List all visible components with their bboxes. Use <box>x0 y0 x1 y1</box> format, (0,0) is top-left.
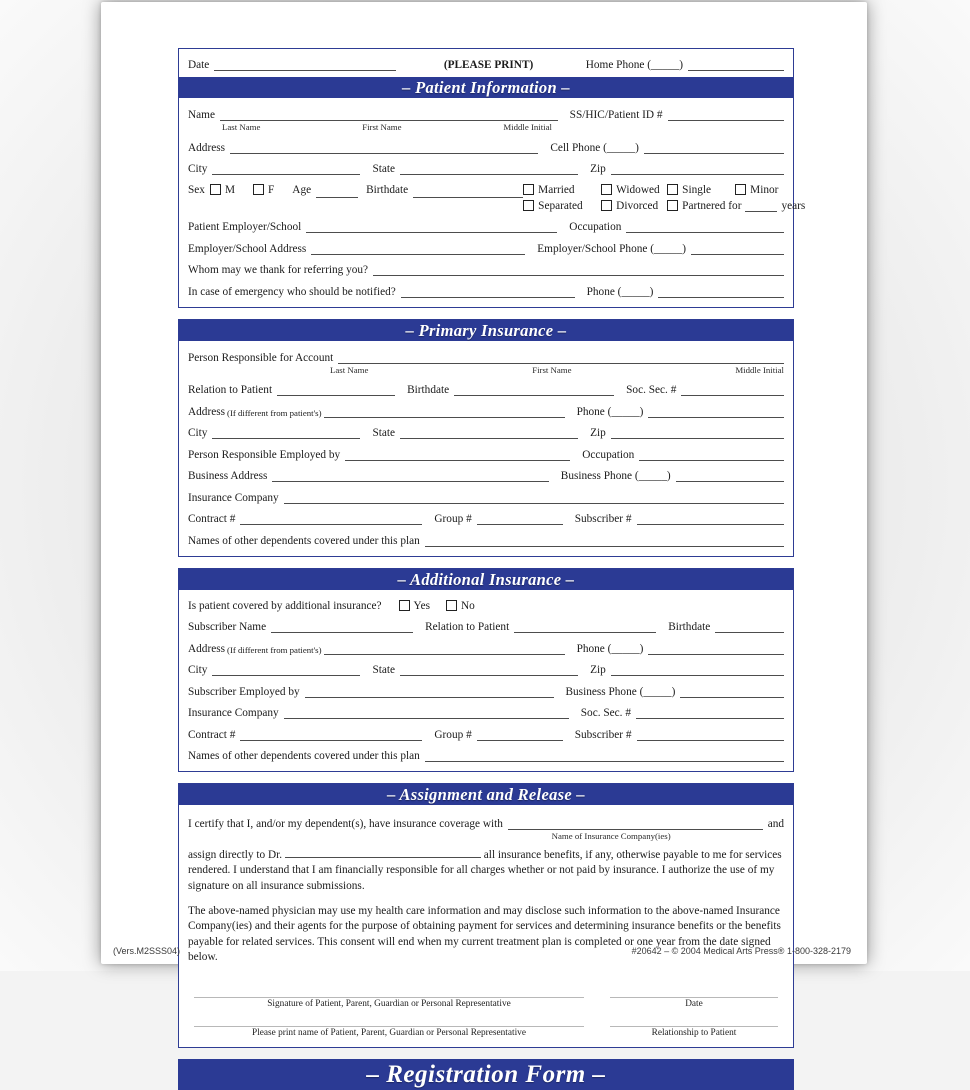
address-input-line[interactable] <box>324 642 565 655</box>
subscriber-label: Subscriber # <box>574 728 632 741</box>
dependents-label: Names of other dependents covered under this plan <box>188 534 420 547</box>
date-input-line[interactable] <box>214 58 396 71</box>
print-name-input-line[interactable] <box>194 1011 584 1027</box>
employer-phone-label: Employer/School Phone (_____) <box>537 242 686 255</box>
patient-employer-label: Patient Employer/School <box>188 221 302 233</box>
age-input-line[interactable] <box>316 185 358 198</box>
employer-address-label: Employer/School Address <box>188 242 307 255</box>
contract-row <box>188 512 784 525</box>
certify-row <box>188 817 784 830</box>
emergency-phone-input-line[interactable] <box>658 285 784 298</box>
sex-m-checkbox[interactable] <box>210 184 221 195</box>
name-label: Name <box>188 109 215 121</box>
single-checkbox[interactable] <box>667 184 678 195</box>
divorced-checkbox[interactable] <box>601 200 612 211</box>
contract-input-line[interactable] <box>240 728 422 741</box>
assignment-release-section <box>178 783 794 1048</box>
company-sublabel-row <box>486 831 736 841</box>
address-input-line[interactable] <box>230 141 538 154</box>
address-label: Address <box>188 141 226 154</box>
employed-by-row <box>188 448 784 461</box>
patient-name-row <box>188 108 784 121</box>
additional-contract-row <box>188 728 784 741</box>
city-label: City <box>188 427 208 439</box>
patient-employer-input-line[interactable] <box>306 220 557 233</box>
name-input-line[interactable] <box>220 108 558 121</box>
subscriber-label: Subscriber # <box>574 513 632 525</box>
home-phone-input-line[interactable] <box>688 58 784 71</box>
marital-single-cell <box>667 184 735 196</box>
marital-separated-cell <box>523 200 601 212</box>
business-address-row <box>188 469 784 482</box>
copyright-note: #20642 – © 2004 Medical Arts Press® 1-800-328-2179 <box>631 946 851 956</box>
city-input-line[interactable] <box>212 663 360 676</box>
patient-sex-marital-row <box>188 183 806 212</box>
married-checkbox[interactable] <box>523 184 534 195</box>
subscriber-employed-input-line[interactable] <box>305 685 554 698</box>
middle-initial-sublabel: Middle Initial <box>735 364 784 375</box>
additional-insurance-company-row <box>188 706 784 719</box>
address-note: (If different from patient's) <box>227 644 322 655</box>
marital-status-grid <box>523 184 805 212</box>
ssn-label: Soc. Sec. # <box>626 384 677 396</box>
zip-label: Zip <box>590 163 606 175</box>
partnered-years-line[interactable] <box>745 199 777 212</box>
first-name-sublabel: First Name <box>532 364 572 375</box>
marital-partnered-cell <box>667 199 805 212</box>
responsible-party-row <box>188 351 784 364</box>
divorced-label: Divorced <box>616 199 659 212</box>
relation-label: Relation to Patient <box>188 384 273 396</box>
patient-address-row <box>188 141 784 154</box>
form-sheet <box>101 2 867 1088</box>
subscriber-input-line[interactable] <box>637 728 784 741</box>
occupation-input-line[interactable] <box>626 220 784 233</box>
age-label: Age <box>292 183 312 196</box>
separated-checkbox[interactable] <box>523 200 534 211</box>
additional-coverage-row <box>188 600 784 612</box>
dependents-label: Names of other dependents covered under this plan <box>188 750 420 762</box>
relationship-caption: Relationship to Patient <box>651 1027 737 1038</box>
zip-input-line[interactable] <box>611 663 784 676</box>
zip-label: Zip <box>590 427 606 439</box>
zip-input-line[interactable] <box>611 162 784 175</box>
patient-city-row <box>188 162 784 175</box>
assignment-paragraph <box>188 848 784 894</box>
birthdate-label: Birthdate <box>668 621 711 633</box>
responsible-party-label: Person Responsible for Account <box>188 351 334 364</box>
assignment-release-banner: – Assignment and Release – <box>179 784 793 805</box>
assign-text-pre: assign directly to Dr. <box>188 849 283 861</box>
state-label: State <box>372 163 396 175</box>
date-input-line[interactable] <box>610 982 778 998</box>
insurance-company-input-line[interactable] <box>284 706 569 719</box>
responsible-name-sublabels <box>330 365 784 375</box>
subscriber-name-input-line[interactable] <box>271 620 413 633</box>
ssn-input-line[interactable] <box>636 706 784 719</box>
additional-yes-checkbox[interactable] <box>399 600 410 611</box>
business-phone-input-line[interactable] <box>676 469 784 482</box>
registration-form-banner: – Registration Form – <box>178 1059 794 1090</box>
employed-by-label: Person Responsible Employed by <box>188 448 341 461</box>
patient-employer-address-row <box>188 242 784 255</box>
insurance-company-input-line[interactable] <box>284 491 784 504</box>
print-name-line-row <box>194 1011 778 1038</box>
married-label: Married <box>538 183 575 196</box>
additional-yes-label: Yes <box>413 599 430 612</box>
phone-label: Phone (_____) <box>576 642 644 655</box>
birthdate-label: Birthdate <box>407 384 450 396</box>
group-label: Group # <box>434 728 472 741</box>
address-input-line[interactable] <box>324 405 565 418</box>
birthdate-input-line[interactable] <box>454 383 614 396</box>
relation-input-line[interactable] <box>514 620 656 633</box>
dependents-input-line[interactable] <box>425 749 784 762</box>
occupation-label: Occupation <box>569 221 622 233</box>
single-label: Single <box>682 183 712 196</box>
subscriber-employed-row <box>188 685 784 698</box>
phone-input-line[interactable] <box>648 405 784 418</box>
sex-f-label: F <box>268 183 275 196</box>
contract-input-line[interactable] <box>240 512 422 525</box>
marital-minor-cell <box>735 184 805 196</box>
patient-id-label: SS/HIC/Patient ID # <box>569 109 663 121</box>
referral-row <box>188 263 784 276</box>
emergency-row <box>188 285 784 298</box>
sex-f-checkbox[interactable] <box>253 184 264 195</box>
insurance-company-label: Insurance Company <box>188 491 279 504</box>
additional-insurance-banner: – Additional Insurance – <box>179 569 793 590</box>
referral-input-line[interactable] <box>373 263 784 276</box>
separated-label: Separated <box>538 199 583 212</box>
subscriber-name-label: Subscriber Name <box>188 621 267 633</box>
business-phone-label: Business Phone (_____) <box>560 470 671 482</box>
state-label: State <box>372 427 396 439</box>
minor-label: Minor <box>750 183 779 196</box>
sex-label: Sex <box>188 183 205 196</box>
business-phone-input-line[interactable] <box>680 685 784 698</box>
assign-text-post: all insurance benefits, if any, otherwise payable to me for services rendered. I understand that I am financially responsible for all charges whether or not paid by insurance. I authorize the use of my signature on all insurance submissions. <box>188 849 782 892</box>
employer-address-input-line[interactable] <box>311 242 525 255</box>
phone-input-line[interactable] <box>648 642 784 655</box>
date-caption: Date <box>685 998 703 1009</box>
state-input-line[interactable] <box>400 162 578 175</box>
widowed-checkbox[interactable] <box>601 184 612 195</box>
signature-caption: Signature of Patient, Parent, Guardian or Personal Representative <box>267 998 511 1009</box>
ssn-label: Soc. Sec. # <box>580 707 631 719</box>
city-input-line[interactable] <box>212 162 360 175</box>
zip-label: Zip <box>590 664 606 676</box>
dependents-input-line[interactable] <box>425 534 784 547</box>
date-label: Date <box>188 59 210 71</box>
relation-row <box>188 383 784 396</box>
marital-married-cell <box>523 184 601 196</box>
signature-line-row <box>194 982 778 1009</box>
insurance-company-name-line[interactable] <box>508 817 763 830</box>
partnered-checkbox[interactable] <box>667 200 678 211</box>
subscriber-input-line[interactable] <box>637 512 784 525</box>
sex-m-label: M <box>224 183 235 196</box>
widowed-label: Widowed <box>616 183 660 196</box>
employer-phone-input-line[interactable] <box>691 242 784 255</box>
group-input-line[interactable] <box>477 512 563 525</box>
last-name-sublabel: Last Name <box>222 122 261 132</box>
patient-employer-row <box>188 220 784 233</box>
emergency-phone-label: Phone (_____) <box>586 285 654 298</box>
employed-by-input-line[interactable] <box>345 448 570 461</box>
ssn-input-line[interactable] <box>681 383 784 396</box>
additional-insurance-section <box>178 568 794 773</box>
please-print-note: (PLEASE PRINT) <box>443 59 534 71</box>
contract-label: Contract # <box>188 513 236 525</box>
insurance-company-label: Insurance Company <box>188 707 279 719</box>
marital-widowed-cell <box>601 184 667 196</box>
relation-input-line[interactable] <box>277 383 395 396</box>
doctor-name-line[interactable] <box>285 848 481 858</box>
middle-initial-sublabel: Middle Initial <box>503 122 552 132</box>
address-label: Address <box>188 642 226 655</box>
additional-address-row <box>188 642 784 655</box>
print-name-caption: Please print name of Patient, Parent, Guardian or Personal Representative <box>252 1027 526 1038</box>
subscriber-employed-label: Subscriber Employed by <box>188 685 300 698</box>
additional-no-checkbox[interactable] <box>446 600 457 611</box>
city-label: City <box>188 664 208 676</box>
address-label: Address <box>188 405 226 418</box>
signature-input-line[interactable] <box>194 982 584 998</box>
business-phone-label: Business Phone (_____) <box>565 685 676 698</box>
partnered-years-label: years <box>781 199 806 212</box>
state-label: State <box>372 664 396 676</box>
state-input-line[interactable] <box>400 426 578 439</box>
home-phone-label: Home Phone (_____) <box>585 59 684 71</box>
insured-city-row <box>188 426 784 439</box>
zip-input-line[interactable] <box>611 426 784 439</box>
date-row <box>188 58 784 71</box>
primary-insurance-banner: – Primary Insurance – <box>179 320 793 341</box>
emergency-label: In case of emergency who should be notified? <box>188 285 396 298</box>
partnered-label: Partnered for <box>682 199 742 212</box>
occupation-label: Occupation <box>582 448 635 461</box>
cell-phone-label: Cell Phone (_____) <box>550 141 639 154</box>
cell-phone-input-line[interactable] <box>644 141 784 154</box>
responsible-party-input-line[interactable] <box>338 351 784 364</box>
name-sublabels <box>222 122 552 132</box>
address-note: (If different from patient's) <box>227 407 322 418</box>
group-label: Group # <box>434 513 472 525</box>
relationship-input-line[interactable] <box>610 1011 778 1027</box>
phone-label: Phone (_____) <box>576 405 644 418</box>
registration-form <box>178 48 806 1090</box>
minor-checkbox[interactable] <box>735 184 746 195</box>
last-name-sublabel: Last Name <box>330 364 369 375</box>
business-address-label: Business Address <box>188 470 268 482</box>
city-input-line[interactable] <box>212 426 360 439</box>
birthdate-label: Birthdate <box>366 183 409 196</box>
contract-label: Contract # <box>188 728 236 741</box>
version-note: (Vers.M2SSS04) <box>113 946 181 956</box>
relation-label: Relation to Patient <box>425 621 510 633</box>
subscriber-name-row <box>188 620 784 633</box>
patient-information-section <box>178 48 806 308</box>
patient-id-input-line[interactable] <box>668 108 784 121</box>
birthdate-input-line[interactable] <box>413 185 523 198</box>
marital-divorced-cell <box>601 200 667 212</box>
additional-dependents-row <box>188 749 784 762</box>
occupation-input-line[interactable] <box>639 448 784 461</box>
additional-city-row <box>188 663 784 676</box>
disclosure-paragraph: The above-named physician may use my health care information and may disclose such information to the above-named Insurance Company(ies) and their agents for the purpose of obtaining payment for services and determining insurance benefits or the benefits payable for related services. This consent will end when my current treatment plan is completed or one year from the date signed below. <box>188 905 781 964</box>
additional-no-label: No <box>461 599 475 612</box>
dependents-row <box>188 534 784 547</box>
certify-text-post: and <box>767 818 784 830</box>
birthdate-input-line[interactable] <box>715 620 784 633</box>
insured-address-row <box>188 405 784 418</box>
emergency-input-line[interactable] <box>401 285 575 298</box>
state-input-line[interactable] <box>400 663 578 676</box>
business-address-input-line[interactable] <box>272 469 548 482</box>
insurance-company-sublabel: Name of Insurance Company(ies) <box>551 831 671 841</box>
additional-coverage-label: Is patient covered by additional insurance? <box>188 599 382 612</box>
patient-information-banner: – Patient Information – <box>179 77 793 98</box>
certify-text-pre: I certify that I, and/or my dependent(s), have insurance coverage with <box>188 818 503 830</box>
primary-insurance-section <box>178 319 794 557</box>
insurance-company-row <box>188 491 784 504</box>
first-name-sublabel: First Name <box>362 122 402 132</box>
city-label: City <box>188 163 208 175</box>
group-input-line[interactable] <box>477 728 563 741</box>
referral-label: Whom may we thank for referring you? <box>188 264 369 276</box>
